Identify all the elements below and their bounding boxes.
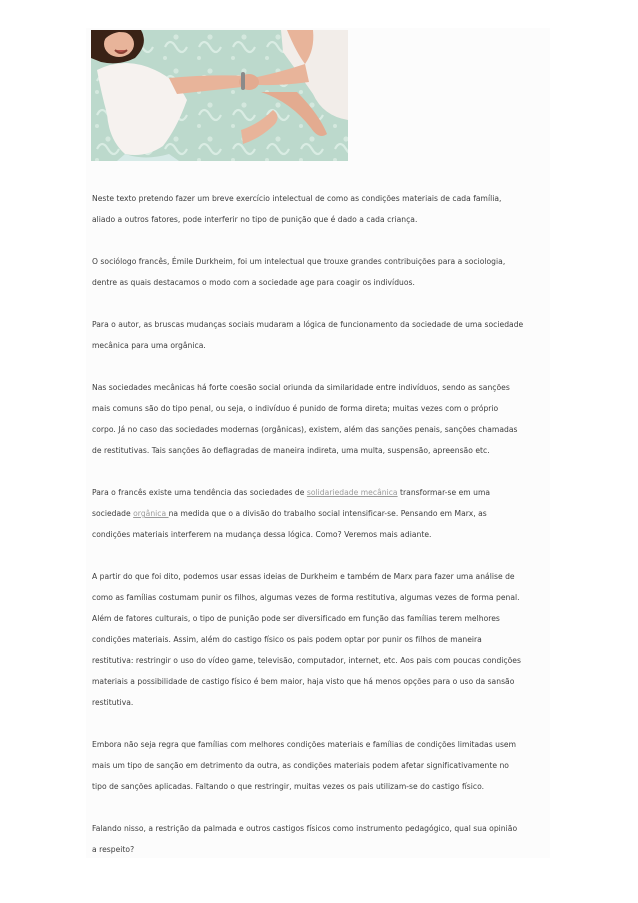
text-line: como as famílias costumam punir os filhos, algumas vezes de forma restitutiva, algumas vezes de forma penal. xyxy=(92,593,520,602)
link-organic[interactable]: orgânica xyxy=(133,509,169,518)
paragraph-intro xyxy=(92,188,550,230)
article-body xyxy=(92,188,550,881)
text-line: Nas sociedades mecânicas há forte coesão social oriunda da similaridade entre indivíduos, sendo as sanções xyxy=(92,383,510,392)
text-line: mecânica para uma orgânica. xyxy=(92,341,206,350)
text-line xyxy=(92,482,550,503)
text-segment: na medida que o a divisão do trabalho social intensificar-se. Pensando em Marx, as xyxy=(168,509,487,518)
paragraph-mechanical-societies xyxy=(92,377,550,461)
text-line: condições materiais interferem na mudança dessa lógica. Como? Veremos mais adiante. xyxy=(92,530,432,539)
link-mechanical-solidarity[interactable]: solidariedade mecânica xyxy=(306,488,398,497)
text-line: mais comuns são do tipo penal, ou seja, o indivíduo é punido de forma direta; muitas vezes com o próprio xyxy=(92,404,499,413)
text-line: a respeito? xyxy=(92,845,135,854)
paragraph-social-change xyxy=(92,314,550,356)
text-line: materiais a possibilidade de castigo físico é bem maior, haja visto que há menos opções para o uso da sansão xyxy=(92,677,515,686)
text-segment: Para o francês existe uma tendência das sociedades de xyxy=(92,488,307,497)
paragraph-question xyxy=(92,818,550,860)
text-line: condições materiais. Assim, além do castigo físico os pais podem optar por punir os filhos de maneira xyxy=(92,635,482,644)
paragraph-durkheim xyxy=(92,251,550,293)
text-line: Além de fatores culturais, o tipo de punição pode ser diversificado em função das famílias terem melhores xyxy=(92,614,500,623)
text-line: corpo. Já no caso das sociedades modernas (orgânicas), existem, além das sanções penais, sanções chamadas xyxy=(92,425,518,434)
text-line: A partir do que foi dito, podemos usar essas ideias de Durkheim e também de Marx para fazer uma análise de xyxy=(92,572,515,581)
text-line: Embora não seja regra que famílias com melhores condições materiais e famílias de condições limitadas usem xyxy=(92,740,517,749)
text-line xyxy=(92,503,550,524)
text-segment: sociedade xyxy=(92,509,134,518)
text-line: Neste texto pretendo fazer um breve exercício intelectual de como as condições materiais de cada família, xyxy=(92,194,502,203)
text-line: tipo de sanções aplicadas. Faltando o que restringir, muitas vezes os pais utilizam-se do castigo físico. xyxy=(92,782,485,791)
text-line: mais um tipo de sanção em detrimento da outra, as condições materiais podem afetar significativamente no xyxy=(92,761,509,770)
paragraph-analysis xyxy=(92,566,550,713)
text-line: restitutiva: restringir o uso do vídeo game, televisão, computador, internet, etc. Aos pais com poucas condições xyxy=(92,656,521,665)
text-line: Falando nisso, a restrição da palmada e outros castigos físicos como instrumento pedagógico, qual sua opinião xyxy=(92,824,518,833)
photo-illustration xyxy=(91,30,348,161)
text-segment: transformar-se em uma xyxy=(397,488,491,497)
text-line: aliado a outros fatores, pode interferir no tipo de punição que é dado a cada criança. xyxy=(92,215,418,224)
text-line: de restitutivas. Tais sanções ão deflagradas de maneira indireta, uma multa, suspensão, apreensão etc. xyxy=(92,446,490,455)
text-line: Para o autor, as bruscas mudanças sociais mudaram a lógica de funcionamento da sociedade de uma sociedade xyxy=(92,320,524,329)
text-line: O sociólogo francês, Émile Durkheim, foi um intelectual que trouxe grandes contribuições para a sociologia, xyxy=(92,257,506,266)
paragraph-solidarity xyxy=(92,482,550,545)
paragraph-conditions xyxy=(92,734,550,797)
text-line: dentre as quais destacamos o modo com a sociedade age para coagir os indivíduos. xyxy=(92,278,415,287)
text-line: restitutiva. xyxy=(92,698,134,707)
child-being-pulled-photo xyxy=(91,30,348,161)
